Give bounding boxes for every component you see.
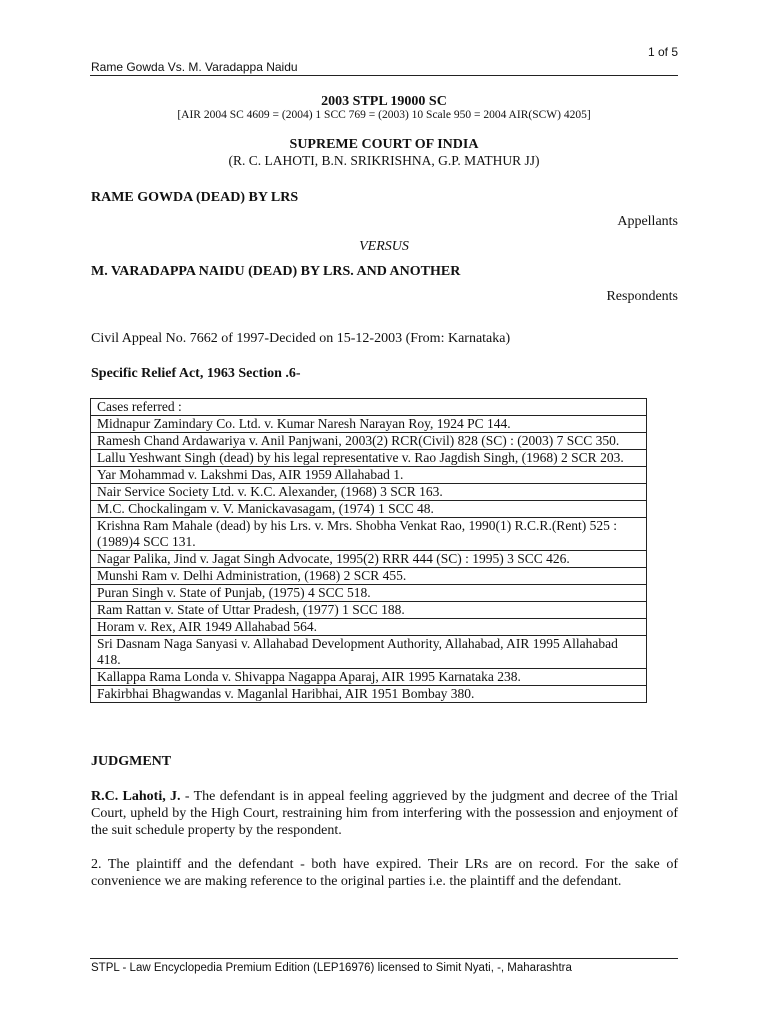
court-name: SUPREME COURT OF INDIA [289,137,479,152]
judgment-paragraph-1 [91,788,678,839]
judge-name: R.C. Lahoti, J. [91,789,181,804]
case-citation: Kallappa Rama Londa v. Shivappa Nagappa Aparaj, AIR 1995 Karnataka 238. [91,669,647,686]
cases-referred-header: Cases referred : [91,399,647,416]
versus-label: VERSUS [359,239,409,254]
table-row [91,433,647,450]
table-row [91,568,647,585]
case-citation: M.C. Chockalingam v. V. Manickavasagam, (1974) 1 SCC 48. [91,501,647,518]
appellant-role: Appellants [617,214,678,229]
table-row [91,602,647,619]
appeal-info: Civil Appeal No. 7662 of 1997-Decided on 15-12-2003 (From: Karnataka) [91,331,511,346]
case-citation: Krishna Ram Mahale (dead) by his Lrs. v. Mrs. Shobha Venkat Rao, 1990(1) R.C.R.(Rent) 525 : (1989)4 SCC 131. [91,518,647,551]
table-row [91,518,647,551]
license-footer: STPL - Law Encyclopedia Premium Edition (LEP16976) licensed to Simit Nyati, -, Maharashtra [91,962,572,974]
case-citation: Nair Service Society Ltd. v. K.C. Alexander, (1968) 3 SCR 163. [91,484,647,501]
appellant-name: RAME GOWDA (DEAD) BY LRS [91,190,299,205]
case-citation: Sri Dasnam Naga Sanyasi v. Allahabad Development Authority, Allahabad, AIR 1995 Allahabad 418. [91,636,647,669]
case-citation: Munshi Ram v. Delhi Administration, (1968) 2 SCR 455. [91,568,647,585]
statute-reference: Specific Relief Act, 1963 Section .6- [91,366,301,381]
case-citation: Puran Singh v. State of Punjab, (1975) 4 SCC 518. [91,585,647,602]
table-row [91,686,647,703]
paragraph-text: - The defendant is in appeal feeling aggrieved by the judgment and decree of the Trial Court, upheld by the High Court, restraining him from interfering with the possession and enjoyment of the suit schedule property by the respondent. [91,789,678,838]
table-row [91,416,647,433]
judgment-heading: JUDGMENT [91,754,172,769]
table-row [91,467,647,484]
case-citation: Midnapur Zamindary Co. Ltd. v. Kumar Naresh Narayan Roy, 1924 PC 144. [91,416,647,433]
case-citation: Fakirbhai Bhagwandas v. Maganlal Haribhai, AIR 1951 Bombay 380. [91,686,647,703]
header-divider [90,75,678,76]
table-row [91,619,647,636]
respondent-role: Respondents [606,289,678,304]
judgment-paragraph-2: 2. The plaintiff and the defendant - both have expired. Their LRs are on record. For the sake of convenience we are making reference to the original parties i.e. the plaintiff and the defendant. [91,857,678,889]
case-short-title: Rame Gowda Vs. M. Varadappa Naidu [91,60,298,74]
case-citation: Nagar Palika, Jind v. Jagat Singh Advocate, 1995(2) RRR 444 (SC) : 1995) 3 SCC 426. [91,551,647,568]
respondent-name: M. VARADAPPA NAIDU (DEAD) BY LRS. AND ANOTHER [91,264,461,279]
table-row [91,669,647,686]
table-row [91,551,647,568]
case-citation: Ram Rattan v. State of Uttar Pradesh, (1977) 1 SCC 188. [91,602,647,619]
case-citation: Ramesh Chand Ardawariya v. Anil Panjwani, 2003(2) RCR(Civil) 828 (SC) : (2003) 7 SCC 350. [91,433,647,450]
footer-divider [90,958,678,959]
table-row [91,450,647,467]
table-row [91,501,647,518]
bench-judges: (R. C. LAHOTI, B.N. SRIKRISHNA, G.P. MATHUR JJ) [228,153,540,168]
primary-citation: 2003 STPL 19000 SC [321,94,447,109]
cases-referred-table [90,398,647,703]
equivalent-citations: [AIR 2004 SC 4609 = (2004) 1 SCC 769 = (2003) 10 Scale 950 = 2004 AIR(SCW) 4205] [177,109,591,121]
case-citation: Horam v. Rex, AIR 1949 Allahabad 564. [91,619,647,636]
cases-referred-header-row [91,399,647,416]
case-citation: Lallu Yeshwant Singh (dead) by his legal representative v. Rao Jagdish Singh, (1968) 2 SCR 203. [91,450,647,467]
table-row [91,585,647,602]
table-row [91,484,647,501]
page-indicator: 1 of 5 [647,45,678,59]
table-row [91,636,647,669]
case-citation: Yar Mohammad v. Lakshmi Das, AIR 1959 Allahabad 1. [91,467,647,484]
